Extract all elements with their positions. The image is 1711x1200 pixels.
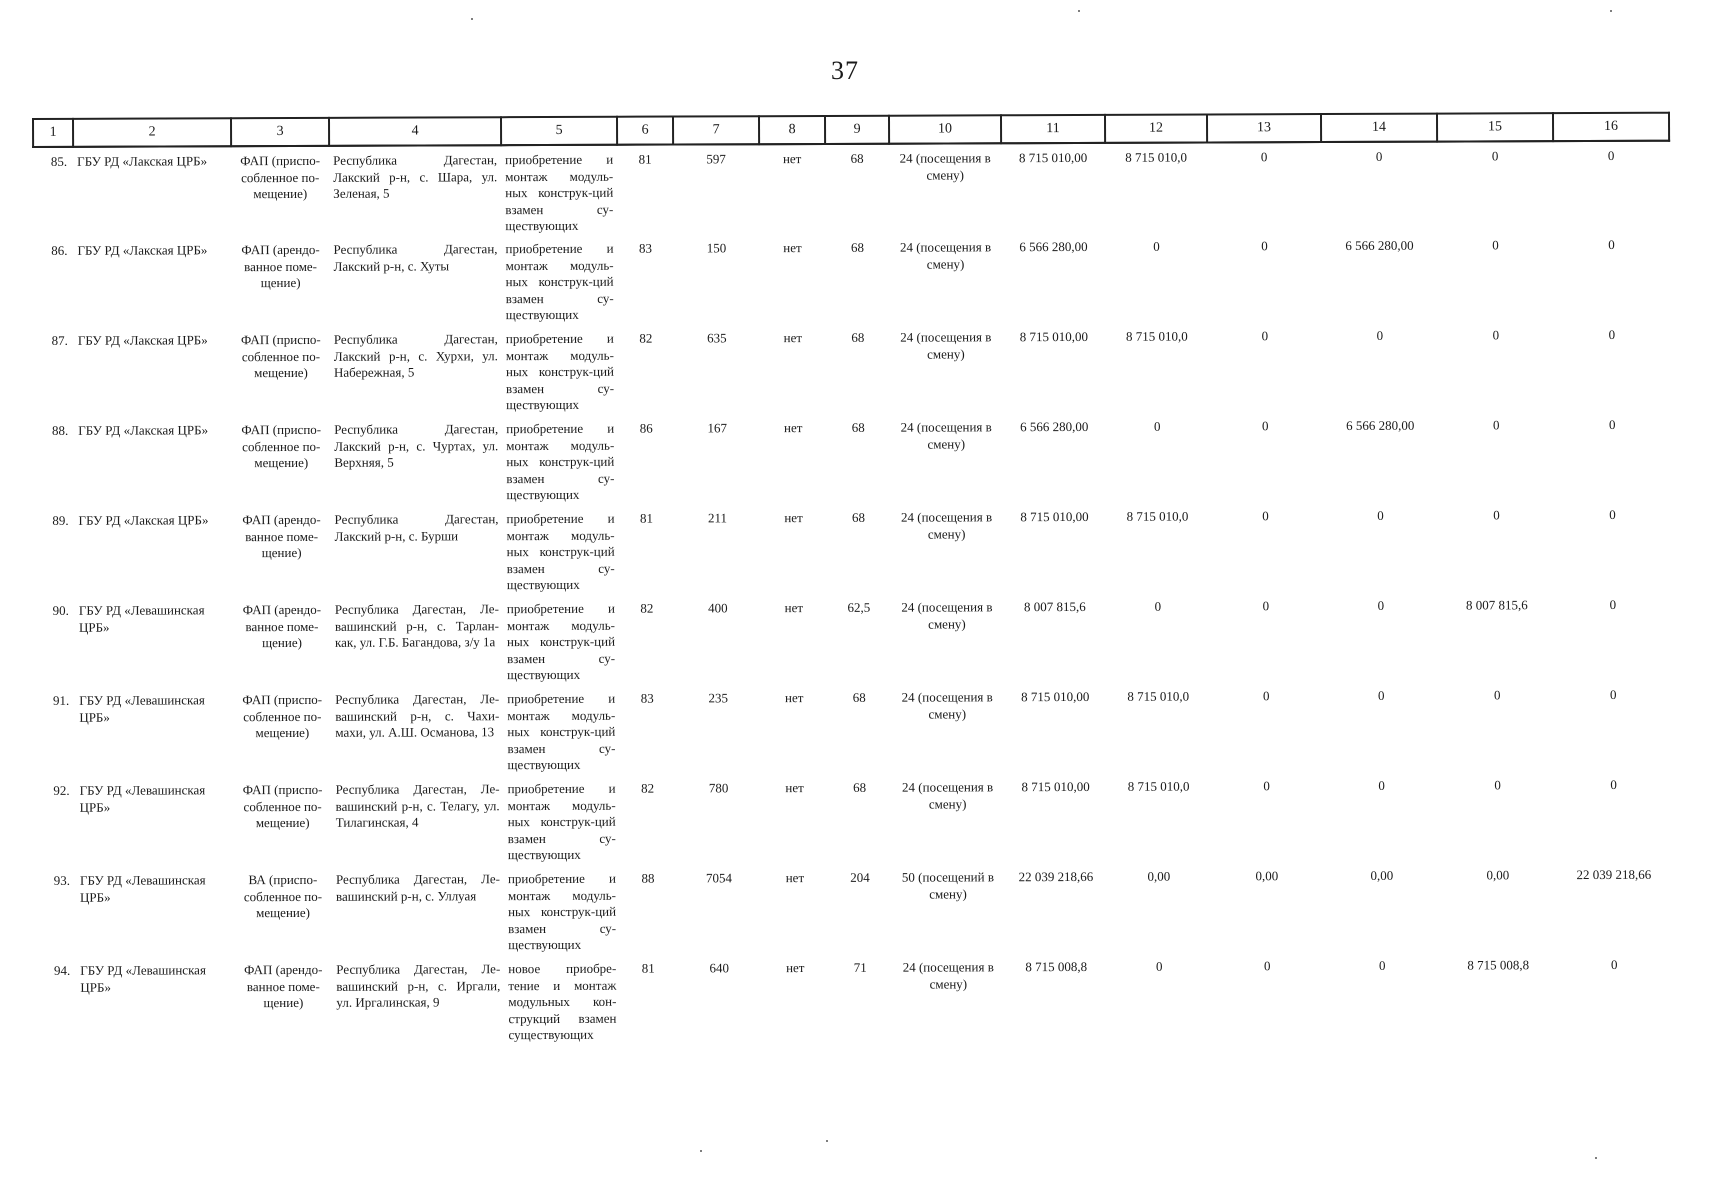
col8-cell: нет — [785, 780, 804, 796]
table-row — [34, 411, 1670, 507]
col8-cell: нет — [784, 600, 804, 616]
organization-cell: ГБУ РД «Левашинская ЦРБ» — [79, 782, 206, 815]
address-cell: Республика Дагестан, Ле-вашинский р-н, с. Чахи-махи, ул. А.Ш. Османова, 13 — [335, 691, 500, 740]
col9-cell: 68 — [853, 779, 867, 795]
address-cell: Республика Дагестан, Лакский р-н, с. Хуты — [333, 241, 498, 274]
table-row — [36, 771, 1672, 867]
action-cell: новое приобре-тение и монтаж модульных кон-струкций взамен существующих — [508, 960, 617, 1043]
col8-cell: нет — [783, 420, 803, 436]
col12-amount-cell: 0 — [1155, 958, 1163, 974]
address-cell: Республика Дагестан, Ле-вашинский р-н, с. Тарлан-как, ул. Г.Б. Багандова, з/у 1а — [334, 601, 499, 650]
col13-amount-cell: 0,00 — [1255, 868, 1279, 884]
organization-cell: ГБУ РД «Лакская ЦРБ» — [78, 512, 209, 528]
capacity-cell: 24 (посещения в смену) — [901, 689, 993, 722]
col11-amount-cell: 6 566 280,00 — [1019, 238, 1088, 255]
table-row — [36, 951, 1672, 1047]
col13-amount-cell: 0 — [1262, 598, 1270, 614]
col14-amount-cell: 0 — [1378, 957, 1386, 973]
capacity-cell: 24 (посещения в смену) — [902, 959, 994, 992]
col9-cell: 68 — [850, 239, 865, 255]
organization-cell: ГБУ РД «Лакская ЦРБ» — [78, 422, 209, 438]
capacity-cell: 24 (посещения в смену) — [900, 509, 993, 542]
column-header-6: 6 — [617, 117, 673, 145]
action-cell: приобретение и монтаж модуль-ных конструк-ций взамен су-ществующих — [505, 151, 614, 234]
data-table-sheet — [32, 112, 1672, 1047]
col6-cell: 86 — [639, 420, 653, 436]
col15-amount-cell: 0 — [1494, 777, 1501, 793]
table-row — [35, 591, 1671, 687]
address-cell: Республика Дагестан, Лакский р-н, с. Шара, ул. Зеленая, 5 — [333, 152, 498, 201]
column-header-15: 15 — [1437, 113, 1553, 141]
table-row — [36, 861, 1672, 957]
scan-speck — [1610, 10, 1612, 12]
col9-cell: 204 — [850, 869, 870, 885]
col14-amount-cell: 0 — [1378, 777, 1385, 793]
col13-amount-cell: 0 — [1261, 418, 1269, 434]
col12-amount-cell: 0,00 — [1147, 868, 1171, 884]
capacity-cell: 24 (посещения в смену) — [899, 239, 992, 272]
table-row — [34, 501, 1670, 597]
organization-cell: ГБУ РД «Лакская ЦРБ» — [77, 332, 208, 348]
action-cell: приобретение и монтаж модуль-ных конструк-ций взамен су-ществующих — [505, 240, 614, 323]
col16-amount-cell: 0 — [1610, 776, 1617, 792]
scan-speck — [1595, 1157, 1597, 1159]
col7-cell: 640 — [709, 960, 730, 976]
action-cell: приобретение и монтаж модуль-ных конструк-ций взамен су-ществующих — [506, 420, 615, 503]
col12-amount-cell: 8 715 010,0 — [1126, 508, 1189, 524]
col16-amount-cell: 0 — [1609, 686, 1617, 702]
col14-amount-cell: 6 566 280,00 — [1346, 417, 1415, 433]
col7-cell: 780 — [708, 780, 729, 796]
col12-amount-cell: 0 — [1153, 418, 1161, 434]
col7-cell: 635 — [707, 330, 727, 346]
row-number: 88. — [51, 422, 69, 438]
col6-cell: 88 — [641, 870, 655, 886]
col11-amount-cell: 8 715 010,00 — [1019, 149, 1088, 166]
column-header-13: 13 — [1207, 114, 1321, 142]
action-cell: приобретение и монтаж модуль-ных конструк-ций взамен су-ществующих — [507, 690, 616, 773]
col11-amount-cell: 6 566 280,00 — [1020, 418, 1089, 435]
col15-amount-cell: 0 — [1492, 417, 1500, 433]
col11-amount-cell: 8 715 008,8 — [1025, 958, 1088, 975]
col12-amount-cell: 0 — [1154, 598, 1162, 614]
scan-speck — [826, 1140, 828, 1142]
col13-amount-cell: 0 — [1263, 778, 1270, 794]
col8-cell: нет — [783, 240, 802, 256]
organization-cell: ГБУ РД «Лакская ЦРБ» — [77, 242, 208, 258]
col9-cell: 68 — [851, 329, 865, 345]
column-header-14: 14 — [1321, 114, 1437, 142]
col9-cell: 68 — [852, 509, 866, 525]
facility-type-cell: ФАП (приспо-собленное по-мещение) — [242, 781, 323, 831]
facility-type-cell: ФАП (приспо-собленное по-мещение) — [240, 152, 321, 202]
facility-type-cell: ФАП (приспо-собленное по-мещение) — [240, 331, 321, 381]
page-number: 37 — [831, 56, 859, 85]
col8-cell: нет — [784, 690, 804, 706]
scan-speck — [471, 18, 473, 20]
col16-amount-cell: 0 — [1608, 326, 1616, 342]
col14-amount-cell: 0 — [1377, 597, 1385, 613]
column-header-3: 3 — [231, 118, 329, 146]
col13-amount-cell: 0 — [1262, 508, 1269, 524]
col7-cell: 167 — [707, 420, 727, 436]
col15-amount-cell: 0 — [1492, 327, 1500, 343]
column-header-12: 12 — [1105, 114, 1207, 142]
row-number: 85. — [50, 153, 68, 169]
action-cell: приобретение и монтаж модуль-ных конструк-ций взамен су-ществующих — [506, 600, 616, 683]
col13-amount-cell: 0 — [1260, 149, 1268, 165]
col7-cell: 150 — [706, 240, 727, 256]
address-cell: Республика Дагестан, Лакский р-н, с. Хурхи, ул. Набережная, 5 — [333, 331, 498, 380]
address-cell: Республика Дагестан, Ле-вашинский р-н, с. Телагу, ул. Тилагинская, 4 — [335, 781, 500, 830]
facility-type-cell: ФАП (арендо-ванное поме-щение) — [242, 601, 322, 651]
col11-amount-cell: 8 007 815,6 — [1023, 598, 1086, 615]
row-number: 92. — [53, 782, 70, 798]
col12-amount-cell: 8 715 010,0 — [1125, 328, 1188, 344]
col6-cell: 82 — [641, 780, 655, 796]
action-cell: приобретение и монтаж модуль-ных конструк-ций взамен су-ществующих — [505, 330, 615, 413]
column-header-9: 9 — [825, 116, 889, 144]
col15-amount-cell: 8 715 008,8 — [1467, 957, 1530, 973]
address-cell: Республика Дагестан, Лакский р-н, с. Чуртах, ул. Верхняя, 5 — [334, 421, 499, 470]
col8-cell: нет — [782, 151, 802, 167]
col13-amount-cell: 0 — [1263, 958, 1271, 974]
col15-amount-cell: 0 — [1491, 148, 1499, 164]
col8-cell: нет — [784, 510, 803, 526]
col6-cell: 82 — [639, 330, 653, 346]
col7-cell: 597 — [706, 151, 726, 167]
col7-cell: 235 — [708, 690, 729, 706]
action-cell: приобретение и монтаж модуль-ных конструк-ций взамен су-ществующих — [507, 870, 617, 953]
col16-amount-cell: 0 — [1609, 596, 1617, 612]
organization-cell: ГБУ РД «Левашинская ЦРБ» — [80, 962, 206, 995]
row-number: 90. — [52, 602, 69, 618]
col15-amount-cell: 8 007 815,6 — [1465, 597, 1528, 613]
col11-amount-cell: 8 715 010,00 — [1020, 508, 1089, 525]
col13-amount-cell: 0 — [1261, 328, 1269, 344]
column-header-5: 5 — [501, 117, 617, 145]
table-body — [33, 141, 1672, 1047]
organization-cell: ГБУ РД «Левашинская ЦРБ» — [79, 872, 206, 905]
table-row — [33, 231, 1669, 327]
facility-type-cell: ФАП (арендо-ванное поме-щение) — [241, 241, 320, 291]
address-cell: Республика Дагестан, Ле-вашинский р-н, с. Уллуая — [335, 871, 500, 904]
col8-cell: нет — [785, 870, 805, 886]
col6-cell: 81 — [638, 151, 652, 167]
facility-type-cell: ФАП (приспо-собленное по-мещение) — [241, 421, 322, 471]
col9-cell: 68 — [851, 419, 865, 435]
facility-type-cell: ВА (приспо-собленное по-мещение) — [243, 871, 323, 921]
col16-amount-cell: 0 — [1610, 956, 1618, 972]
capacity-cell: 24 (посещения в смену) — [901, 599, 993, 632]
col8-cell: нет — [786, 960, 805, 976]
col16-amount-cell: 22 039 218,66 — [1576, 866, 1652, 883]
col14-amount-cell: 0,00 — [1370, 867, 1394, 883]
data-table — [32, 112, 1674, 1047]
facility-type-cell: ФАП (арендо-ванное поме-щение) — [242, 511, 321, 561]
column-header-1: 1 — [33, 119, 73, 147]
col9-cell: 68 — [850, 150, 864, 166]
column-header-8: 8 — [759, 116, 825, 144]
col6-cell: 83 — [638, 240, 653, 256]
col6-cell: 83 — [640, 690, 654, 706]
col14-amount-cell: 0 — [1377, 687, 1385, 703]
capacity-cell: 50 (посещений в смену) — [901, 869, 994, 902]
col15-amount-cell: 0 — [1493, 507, 1500, 523]
column-header-2: 2 — [73, 118, 231, 147]
column-header-11: 11 — [1001, 115, 1105, 143]
col12-amount-cell: 8 715 010,0 — [1127, 778, 1190, 794]
col6-cell: 81 — [641, 960, 655, 976]
col11-amount-cell: 22 039 218,66 — [1018, 868, 1094, 885]
col12-amount-cell: 8 715 010,0 — [1125, 149, 1188, 165]
capacity-cell: 24 (посещения в смену) — [900, 419, 992, 452]
address-cell: Республика Дагестан, Ле-вашинский р-н, с. Иргали, ул. Иргалинская, 9 — [336, 961, 501, 1010]
col13-amount-cell: 0 — [1262, 688, 1270, 704]
capacity-cell: 24 (посещения в смену) — [899, 150, 991, 183]
address-cell: Республика Дагестан, Лакский р-н, с. Бурши — [334, 511, 499, 544]
col16-amount-cell: 0 — [1609, 506, 1616, 522]
col15-amount-cell: 0,00 — [1486, 867, 1510, 883]
row-number: 91. — [52, 692, 70, 708]
col11-amount-cell: 8 715 010,00 — [1019, 328, 1089, 345]
table-row — [35, 681, 1671, 777]
facility-type-cell: ФАП (арендо-ванное поме-щение) — [244, 961, 323, 1011]
col14-amount-cell: 6 566 280,00 — [1345, 237, 1414, 253]
row-number: 94. — [53, 962, 71, 978]
col6-cell: 81 — [640, 510, 654, 526]
col13-amount-cell: 0 — [1261, 238, 1268, 254]
row-number: 89. — [52, 512, 69, 528]
col11-amount-cell: 8 715 010,00 — [1021, 688, 1090, 705]
capacity-cell: 24 (посещения в смену) — [901, 779, 994, 812]
row-number: 87. — [51, 332, 68, 348]
col16-amount-cell: 0 — [1608, 236, 1615, 252]
col7-cell: 400 — [708, 600, 728, 616]
col14-amount-cell: 0 — [1376, 327, 1384, 343]
organization-cell: ГБУ РД «Левашинская ЦРБ» — [79, 692, 205, 725]
col11-amount-cell: 8 715 010,00 — [1021, 778, 1090, 795]
scan-speck — [700, 1150, 702, 1152]
col14-amount-cell: 0 — [1377, 507, 1384, 523]
column-header-16: 16 — [1553, 113, 1669, 141]
facility-type-cell: ФАП (приспо-собленное по-мещение) — [242, 691, 323, 741]
col12-amount-cell: 8 715 010,0 — [1127, 688, 1190, 704]
col7-cell: 7054 — [705, 870, 732, 886]
col12-amount-cell: 0 — [1153, 238, 1160, 254]
col9-cell: 71 — [853, 959, 867, 975]
col15-amount-cell: 0 — [1492, 237, 1499, 253]
row-number: 93. — [53, 872, 70, 888]
col9-cell: 62,5 — [847, 599, 871, 615]
col16-amount-cell: 0 — [1608, 416, 1616, 432]
col6-cell: 82 — [640, 600, 654, 616]
col8-cell: нет — [783, 330, 803, 346]
column-header-10: 10 — [889, 115, 1001, 143]
table-row — [34, 321, 1670, 417]
scan-speck — [1078, 10, 1080, 12]
table-row — [33, 141, 1669, 237]
col7-cell: 211 — [707, 510, 728, 526]
row-number: 86. — [51, 242, 68, 258]
action-cell: приобретение и монтаж модуль-ных конструк-ций взамен су-ществующих — [507, 780, 616, 863]
organization-cell: ГБУ РД «Левашинская ЦРБ» — [78, 602, 205, 635]
organization-cell: ГБУ РД «Лакская ЦРБ» — [77, 153, 208, 169]
col15-amount-cell: 0 — [1493, 687, 1501, 703]
action-cell: приобретение и монтаж модуль-ных конструк-ций взамен су-ществующих — [506, 510, 615, 593]
column-header-7: 7 — [673, 116, 759, 144]
capacity-cell: 24 (посещения в смену) — [900, 329, 992, 362]
col16-amount-cell: 0 — [1607, 147, 1615, 163]
col9-cell: 68 — [852, 689, 866, 705]
col14-amount-cell: 0 — [1375, 148, 1383, 164]
column-header-4: 4 — [329, 117, 501, 146]
